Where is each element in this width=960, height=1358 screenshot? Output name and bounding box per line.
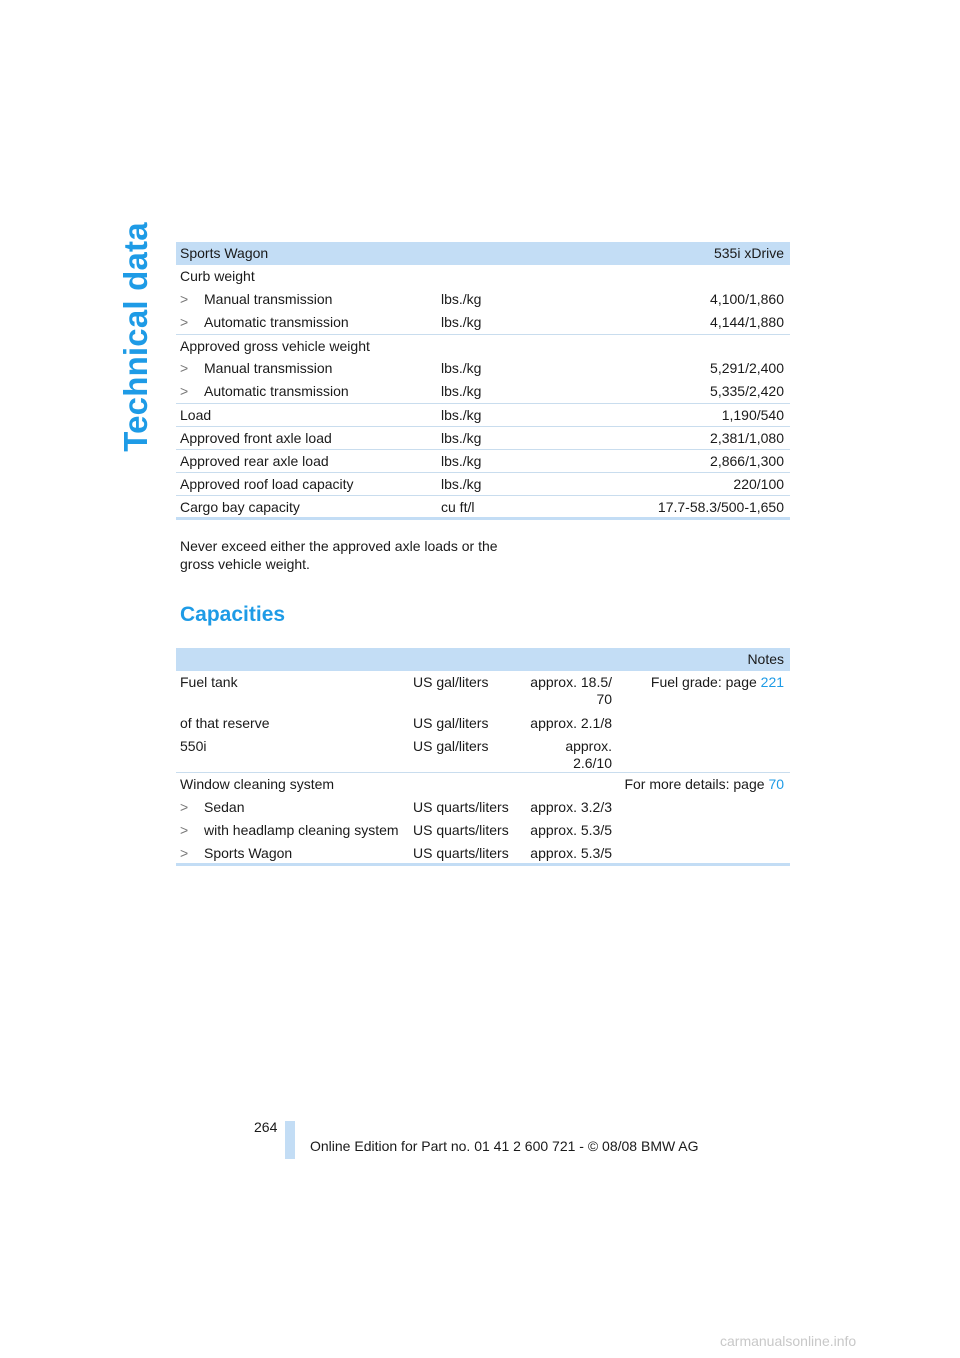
row-unit: lbs./kg [437, 426, 587, 449]
watermark: carmanualsonline.info [720, 1333, 857, 1349]
table-row [176, 819, 790, 842]
table-row [176, 712, 790, 735]
bullet-marker: > [180, 314, 189, 330]
table-row [176, 357, 790, 380]
row-value: approx. 5.3/5 [523, 842, 618, 865]
side-title-text: Technical data [117, 222, 155, 452]
row-value: approx. 18.5/ 70 [530, 674, 613, 707]
header-blank [176, 648, 618, 671]
row-value: approx. 3.2/3 [530, 798, 613, 815]
row-label: Load [176, 403, 437, 426]
side-title [116, 222, 156, 452]
footer-accent-bar [285, 1121, 295, 1159]
table-row [176, 773, 790, 796]
row-label: Curb weight [180, 268, 255, 284]
table-row [176, 380, 790, 403]
bullet-marker: > [180, 383, 189, 399]
row-unit: cu ft/l [437, 495, 587, 518]
row-value: 17.7-58.3/500-1,650 [587, 495, 790, 518]
row-note: For more details: page 70 [624, 776, 785, 792]
row-unit: lbs./kg [437, 472, 587, 495]
weights-table [176, 242, 790, 520]
row-value: approx. 5.3/5 [530, 821, 613, 838]
table-row [176, 735, 790, 773]
page-link[interactable]: 221 [760, 674, 785, 690]
row-note [618, 712, 790, 735]
row-unit: US gal/liters [413, 715, 489, 731]
row-label: > Sedan [180, 798, 245, 815]
table-row [176, 842, 790, 865]
table-row [176, 671, 790, 712]
row-label: of that reserve [180, 715, 270, 731]
row-unit: US quarts/liters [413, 798, 509, 815]
row-note [618, 819, 790, 842]
page-link[interactable]: 70 [768, 776, 785, 792]
header-notes: Notes [618, 648, 790, 671]
row-unit: lbs./kg [437, 449, 587, 472]
row-value: 4,100/1,860 [710, 291, 785, 307]
section-title: Capacities [180, 603, 286, 626]
row-value: 220/100 [587, 472, 790, 495]
row-label: Fuel tank [180, 674, 238, 690]
row-label: Approved rear axle load [176, 449, 437, 472]
row-label: Cargo bay capacity [176, 495, 437, 518]
edition-footer: Online Edition for Part no. 01 41 2 600 721 - © 08/08 BMW AG [310, 1138, 699, 1154]
table-row [176, 265, 790, 288]
row-label: Approved gross vehicle weight [180, 337, 370, 354]
table-row [176, 796, 790, 819]
row-label: 550i [176, 735, 409, 773]
axle-load-note: Never exceed either the approved axle loads or the gross vehicle weight. [180, 538, 498, 572]
row-label: > Automatic transmission [176, 311, 437, 334]
row-value: 5,291/2,400 [710, 360, 785, 376]
row-value: 1,190/540 [587, 403, 790, 426]
row-label: Window cleaning system [180, 776, 335, 792]
row-note [618, 796, 790, 819]
bullet-marker: > [180, 798, 189, 815]
row-unit: lbs./kg [441, 360, 482, 376]
table-row [176, 288, 790, 311]
table-row [176, 449, 790, 472]
bullet-marker: > [180, 844, 189, 861]
row-unit: lbs./kg [437, 403, 587, 426]
capacities-table [176, 648, 790, 866]
bullet-marker: > [180, 360, 189, 376]
row-value: approx. 2.1/8 [530, 715, 613, 731]
header-right: 535i xDrive [587, 242, 790, 265]
row-label: Approved front axle load [176, 426, 437, 449]
row-note: Fuel grade: page 221 [650, 674, 785, 690]
row-unit: lbs./kg [437, 380, 587, 403]
row-label: > Sports Wagon [176, 842, 409, 865]
row-value: 4,144/1,880 [587, 311, 790, 334]
row-unit: US gal/liters [413, 674, 489, 690]
row-value: 5,335/2,420 [587, 380, 790, 403]
table-row [176, 426, 790, 449]
table-row [176, 403, 790, 426]
row-note [618, 735, 790, 773]
table-row [176, 334, 790, 357]
row-value: 2,866/1,300 [587, 449, 790, 472]
page-number: 264 [254, 1119, 278, 1135]
row-label: > Manual transmission [180, 360, 333, 376]
table-row [176, 495, 790, 518]
row-unit: US quarts/liters [409, 842, 523, 865]
table-header-row [176, 648, 790, 671]
row-label: Approved roof load capacity [176, 472, 437, 495]
row-unit: US gal/liters [409, 735, 523, 773]
row-value: approx. 2.6/10 [523, 735, 618, 773]
table-row [176, 311, 790, 334]
row-unit: lbs./kg [441, 291, 482, 307]
bullet-marker: > [180, 291, 189, 307]
row-value: 2,381/1,080 [587, 426, 790, 449]
row-label: > with headlamp cleaning system [180, 821, 399, 838]
row-unit: US quarts/liters [413, 821, 509, 838]
table-header-row [176, 242, 790, 265]
row-note [618, 842, 790, 865]
row-label: > Automatic transmission [176, 380, 437, 403]
bullet-marker: > [180, 821, 189, 838]
row-label: > Manual transmission [180, 291, 333, 307]
table-row [176, 472, 790, 495]
header-left: Sports Wagon [176, 242, 587, 265]
row-unit: lbs./kg [437, 311, 587, 334]
